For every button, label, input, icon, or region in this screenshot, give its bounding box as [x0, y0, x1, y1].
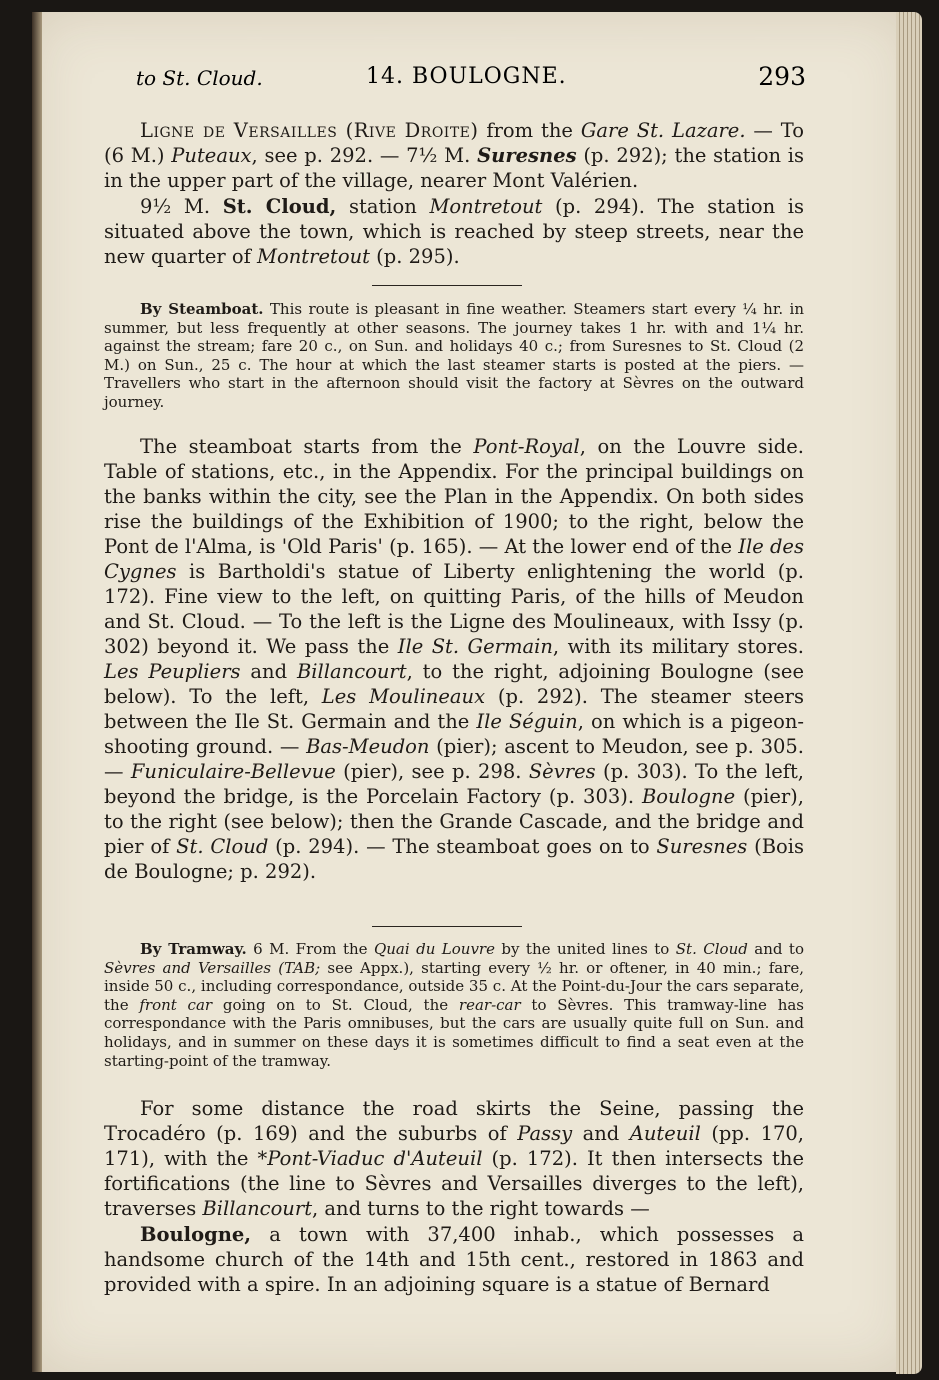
paragraph-ligne-versailles: Ligne de Versailles (Rive Droite) from the Gare St. Lazare. — To (6 M.) Puteaux, see p. 292. — 7½ M. Suresnes (p. 292); the station is in the upper part of the village, nearer Mont Valérien.: [104, 119, 804, 192]
paragraph-road-route: For some distance the road skirts the Seine, passing the Trocadéro (p. 169) and the suburbs of Passy and Auteuil (pp. 170, 171), with the *Pont-Viaduc d'Auteuil (p. 172). It then intersects the fortifications (the line to Sèvres and Versailles diverges to the left), traverses Billancourt, and turns to the right towards —: [104, 1097, 804, 1220]
divider-rule: [372, 285, 522, 286]
section-heading: Ligne de Versailles (Rive Droite): [140, 119, 479, 142]
tramway-note: By Tramway. 6 M. From the Quai du Louvre by the united lines to St. Cloud and to Sèvres and Versailles (TAB; see Appx.), starting every ½ hr. or oftener, in 40 min.; fare, inside 50 c., including correspondance, outside 35 c. At the Point-du-Jour the cars separate, the front car going on to St. Cloud, the rear-car to Sèvres. This tramway-line has correspondance with the Paris omnibuses, but the cars are usually quite full on Sun. and holidays, and in summer on these days it is sometimes difficult to find a seat even at the starting-point of the tramway.: [104, 940, 804, 1070]
page-edges: [896, 12, 922, 1374]
running-head-title: 14. BOULOGNE.: [366, 64, 567, 89]
page-number: 293: [758, 62, 806, 91]
running-head: [104, 62, 806, 96]
paragraph-boulogne: Boulogne, a town with 37,400 inhab., which possesses a handsome church of the 14th and 15th cent., restored in 1863 and provided with a spire. In an adjoining square is a statue of Bernard: [104, 1223, 804, 1296]
paragraph-steamboat-route: The steamboat starts from the Pont-Royal, on the Louvre side. Table of stations, etc., in the Appendix. For the principal buildings on the banks within the city, see the Plan in the Appendix. On both sides rise the buildings of the Exhibition of 1900; to the right, below the Pont de l'Alma, is 'Old Paris' (p. 165). — At the lower end of the Ile des Cygnes is Bartholdi's statue of Liberty enlightening the world (p. 172). Fine view to the left, on quitting Paris, of the hills of Meudon and St. Cloud. — To the left is the Ligne des Moulineaux, with Issy (p. 302) beyond it. We pass the Ile St. Germain, with its military stores. Les Peupliers and Billancourt, to the right, adjoining Boulogne (see below). To the left, Les Moulineaux (p. 292). The steamer steers between the Ile St. Germain and the Ile Séguin, on which is a pigeon-shooting ground. — Bas-Meudon (pier); ascent to Meudon, see p. 305. — Funiculaire-Bellevue (pier), see p. 298. Sèvres (p. 303). To the left, beyond the bridge, is the Porcelain Factory (p. 303). Boulogne (pier), to the right (see below); then the Grande Cascade, and the bridge and pier of St. Cloud (p. 294). — The steamboat goes on to Suresnes (Bois de Boulogne; p. 292).: [104, 435, 805, 883]
running-head-left: to St. Cloud.: [136, 66, 263, 90]
divider-rule: [372, 926, 522, 927]
binding-spine: [32, 12, 42, 1372]
paragraph-st-cloud-station: 9½ M. St. Cloud, station Montretout (p. 294). The station is situated above the town, which is reached by steep streets, near the new quarter of Montretout (p. 295).: [104, 195, 805, 268]
steamboat-note: By Steamboat. This route is pleasant in fine weather. Steamers start every ¼ hr. in summer, but less frequently at other seasons. The journey takes 1 hr. with and 1¼ hr. against the stream; fare 20 c., on Sun. and holidays 40 c.; from Suresnes to St. Cloud (2 M.) on Sun., 25 c. The hour at which the last steamer starts is posted at the piers. — Travellers who start in the afternoon should visit the factory at Sèvres on the outward journey.: [104, 300, 804, 411]
